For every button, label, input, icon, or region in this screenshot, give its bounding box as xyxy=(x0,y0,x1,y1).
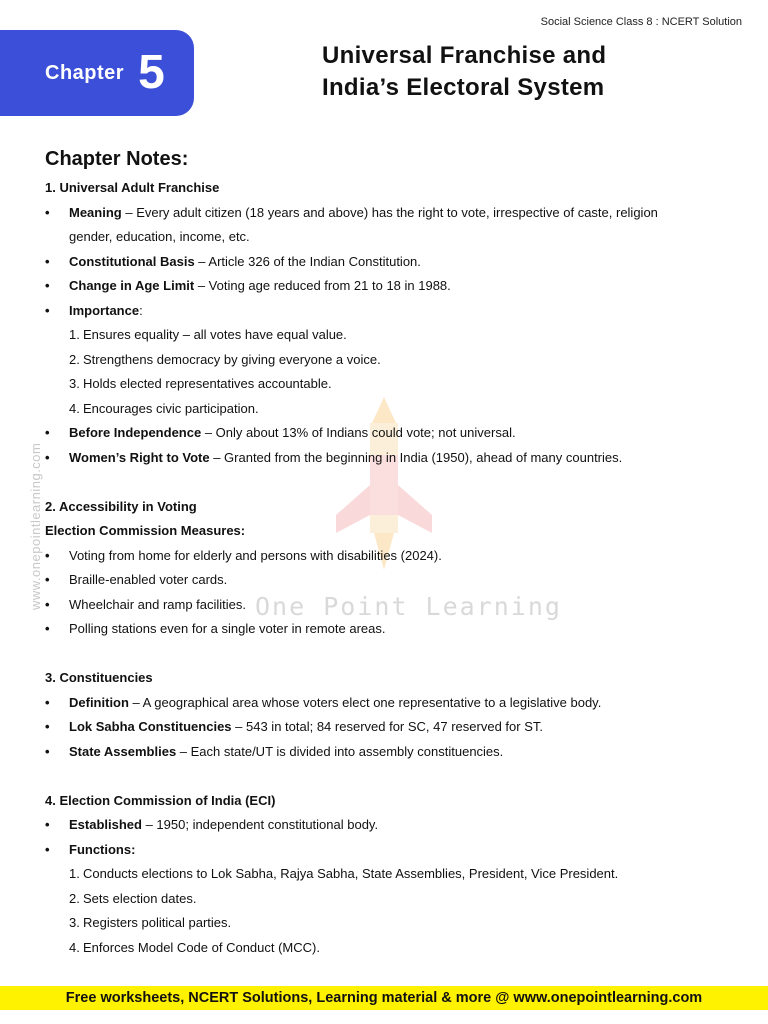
bullet-icon: • xyxy=(45,694,50,710)
title-line-1: Universal Franchise and xyxy=(322,42,607,69)
bullet-icon: • xyxy=(45,204,50,220)
numbered-item xyxy=(45,323,735,348)
list-item xyxy=(45,250,735,275)
side-watermark: www.onepointlearning.com xyxy=(28,442,43,610)
list-item xyxy=(45,691,735,716)
item-text: Ensures equality – all votes have equal value. xyxy=(83,327,347,342)
item-number: 3. xyxy=(69,376,80,391)
definition: – Every adult citizen (18 years and above) has the right to vote, irrespective of caste, religion xyxy=(121,204,658,220)
definition: – Each state/UT is divided into assembly constituencies. xyxy=(176,743,504,759)
numbered-item xyxy=(45,936,735,961)
item-number: 1. xyxy=(69,327,80,342)
item-text: Voting from home for elderly and persons with disabilities (2024). xyxy=(69,547,442,563)
term: Change in Age Limit xyxy=(69,278,195,293)
item-number: 1. xyxy=(69,866,80,881)
bullet-icon: • xyxy=(45,817,50,832)
list-item xyxy=(45,274,735,299)
term: Constitutional Basis xyxy=(69,253,195,269)
bullet-icon: • xyxy=(45,621,50,636)
term: Established xyxy=(69,817,142,832)
list-item xyxy=(45,740,735,765)
item-text: Wheelchair and ramp facilities. xyxy=(69,596,247,612)
item-text: Strengthens democracy by giving everyone a voice. xyxy=(83,351,381,367)
chapter-badge xyxy=(0,30,194,116)
section-4-title: 4. Election Commission of India (ECI) xyxy=(45,792,276,808)
center-watermark: One Point Learning xyxy=(255,592,562,621)
list-item xyxy=(45,201,735,250)
page-title xyxy=(322,40,606,104)
definition: – 543 in total; 84 reserved for SC, 47 reserved for ST. xyxy=(231,719,543,734)
title-line-2: India’s Electoral System xyxy=(322,74,605,101)
definition: – Granted from the beginning in India (1950), ahead of many countries. xyxy=(209,449,623,465)
numbered-item xyxy=(45,372,735,397)
bullet-icon: • xyxy=(45,278,50,293)
chapter-word: Chapter xyxy=(45,61,125,84)
list-item xyxy=(45,813,735,838)
item-text: Braille-enabled voter cards. xyxy=(69,572,228,587)
term: Before Independence xyxy=(69,425,202,440)
item-text: Enforces Model Code of Conduct (MCC). xyxy=(83,939,320,955)
bullet-icon: • xyxy=(45,547,50,563)
list-item xyxy=(45,446,735,471)
item-text: Conducts elections to Lok Sabha, Rajya Sabha, State Assemblies, President, Vice President. xyxy=(83,866,619,881)
list-item xyxy=(45,568,735,593)
term: Functions: xyxy=(69,841,136,857)
footer-banner[interactable]: Free worksheets, NCERT Solutions, Learning material & more @ www.onepointlearning.com xyxy=(0,986,768,1010)
term: State Assemblies xyxy=(69,743,177,759)
definition: – Only about 13% of Indians could vote; not universal. xyxy=(201,425,516,440)
bullet-icon: • xyxy=(45,719,50,734)
item-text: Encourages civic participation. xyxy=(83,400,259,416)
chapter-number: 5 xyxy=(138,46,165,99)
numbered-item xyxy=(45,397,735,422)
list-item xyxy=(45,299,735,324)
numbered-item xyxy=(45,862,735,887)
definition: – 1950; independent constitutional body. xyxy=(141,817,379,832)
numbered-item xyxy=(45,911,735,936)
list-item xyxy=(45,544,735,569)
term: Lok Sabha Constituencies xyxy=(69,719,232,734)
section-2-title: 2. Accessibility in Voting xyxy=(45,498,197,514)
item-number: 2. xyxy=(69,351,80,367)
definition: – A geographical area whose voters elect one representative to a legislative body. xyxy=(128,694,602,710)
definition: – Article 326 of the Indian Constitution. xyxy=(194,253,421,269)
item-text: Holds elected representatives accountable. xyxy=(83,376,332,391)
bullet-icon: • xyxy=(45,841,50,857)
definition-continued: gender, education, income, etc. xyxy=(69,229,250,244)
bullet-icon: • xyxy=(45,449,50,465)
bullet-icon: • xyxy=(45,572,50,587)
term: Importance xyxy=(69,302,140,318)
bullet-icon: • xyxy=(45,596,50,612)
term: Meaning xyxy=(69,204,122,220)
subject-label: Social Science Class 8 : NCERT Solution xyxy=(540,16,742,28)
term: Definition xyxy=(69,694,129,710)
bullet-icon: • xyxy=(45,743,50,759)
definition: – Voting age reduced from 21 to 18 in 1988. xyxy=(194,278,451,293)
item-number: 3. xyxy=(69,915,80,930)
numbered-item xyxy=(45,887,735,912)
bullet-icon: • xyxy=(45,302,50,318)
definition: : xyxy=(139,302,143,318)
item-number: 4. xyxy=(69,400,80,416)
section-3-title: 3. Constituencies xyxy=(45,670,153,685)
bullet-icon: • xyxy=(45,253,50,269)
section-1-title: 1. Universal Adult Franchise xyxy=(45,180,220,195)
list-item xyxy=(45,617,735,642)
section-2-subheading: Election Commission Measures: xyxy=(45,523,246,538)
item-text: Sets election dates. xyxy=(83,890,197,906)
notes-heading: Chapter Notes: xyxy=(45,148,189,170)
item-text: Polling stations even for a single voter in remote areas. xyxy=(69,621,386,636)
notes-content xyxy=(45,146,735,960)
item-text: Registers political parties. xyxy=(83,915,232,930)
list-item xyxy=(45,421,735,446)
list-item xyxy=(45,715,735,740)
item-number: 2. xyxy=(69,890,80,906)
item-number: 4. xyxy=(69,939,80,955)
list-item xyxy=(45,593,735,618)
list-item xyxy=(45,838,735,863)
bullet-icon: • xyxy=(45,425,50,440)
numbered-item xyxy=(45,348,735,373)
term: Women’s Right to Vote xyxy=(69,449,210,465)
